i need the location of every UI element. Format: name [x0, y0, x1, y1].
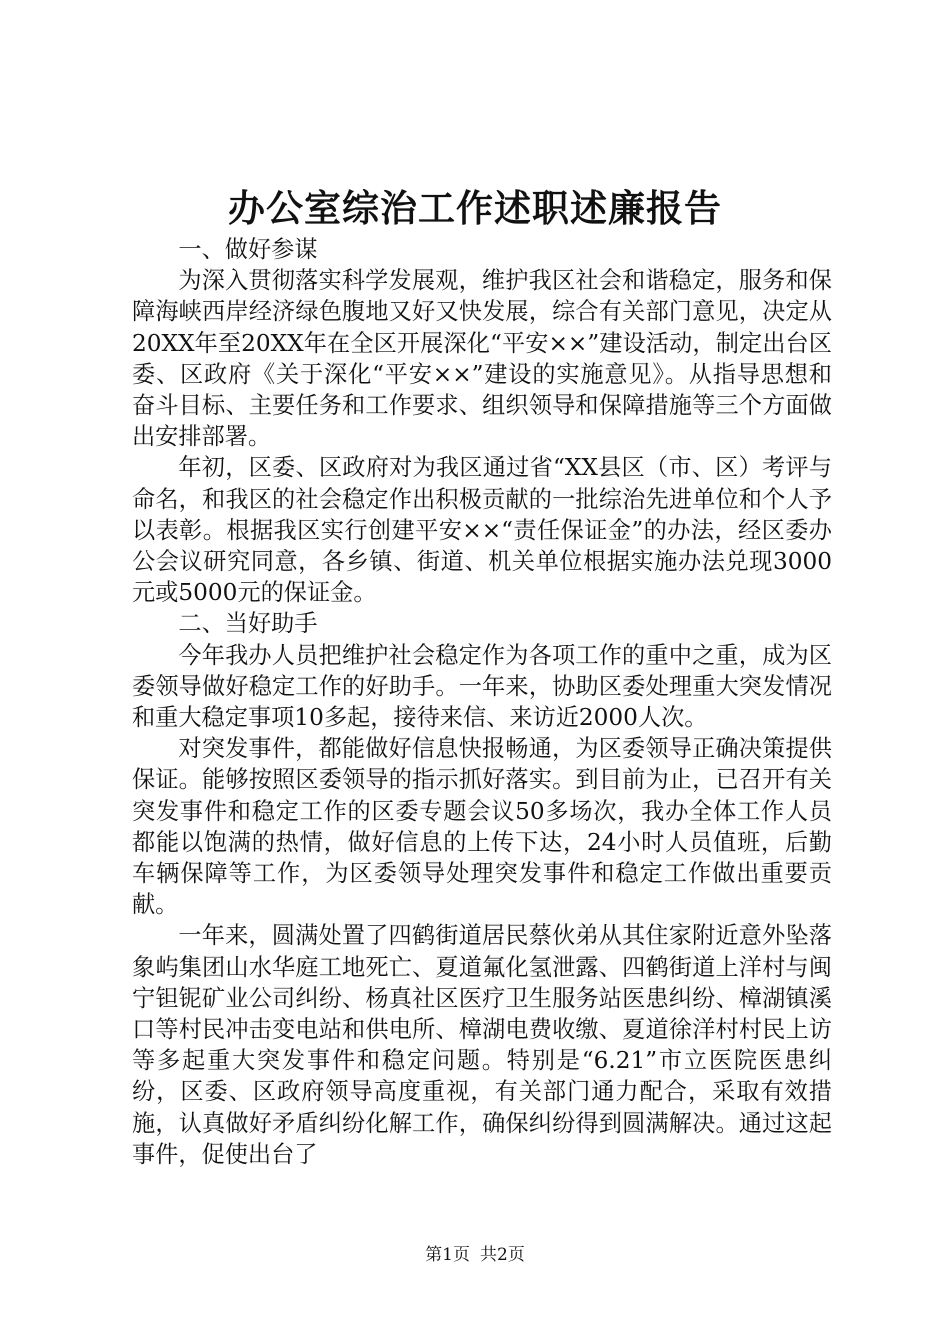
paragraph: 年初，区委、区政府对为我区通过省“XX县区（市、区）考评与命名，和我区的社会稳定作出积极贡献的一批综治先进单位和个人予以表彰。根据我区实行创建平安××“责任保证金”的办法，经区委办公会议研究同意，各乡镇、街道、机关单位根据实施办法兑现3000元或5000元的保证金。	[132, 454, 832, 607]
section-heading: 二、当好助手	[178, 610, 318, 638]
document-title: 办公室综治工作述职述廉报告	[228, 187, 722, 230]
paragraph: 对突发事件，都能做好信息快报畅通，为区委领导正确决策提供保证。能够按照区委领导的指示抓好落实。到目前为止，已召开有关突发事件和稳定工作的区委专题会议50多场次，我办全体工作人员都能以饱满的热情，做好信息的上传下达，24小时人员值班，后勤车辆保障等工作，为区委领导处理突发事件和稳定工作做出重要贡献。	[132, 735, 832, 919]
page-number: 第1页	[425, 1245, 470, 1265]
paragraph: 一年来，圆满处置了四鹤街道居民蔡伙弟从其住家附近意外坠落象屿集团山水华庭工地死亡、夏道氟化氢泄露、四鹤街道上洋村与闽宁钽铌矿业公司纠纷、杨真社区医疗卫生服务站医患纠纷、樟湖镇溪口等村民冲击变电站和供电所、樟湖电费收缴、夏道徐洋村村民上访等多起重大突发事件和稳定问题。特别是“6.21”市立医院医患纠纷，区委、区政府领导高度重视，有关部门通力配合，采取有效措施，认真做好矛盾纠纷化解工作，确保纠纷得到圆满解决。通过这起事件，促使出台了	[132, 922, 832, 1168]
paragraph: 今年我办人员把维护社会稳定作为各项工作的重中之重，成为区委领导做好稳定工作的好助手。一年来，协助区委处理重大突发情况和重大稳定事项10多起，接待来信、来访近2000人次。	[132, 641, 832, 732]
paragraph: 为深入贯彻落实科学发展观，维护我区社会和谐稳定，服务和保障海峡西岸经济绿色腹地又好又快发展，综合有关部门意见，决定从20XX年至20XX年在全区开展深化“平安××”建设活动，制定出台区委、区政府《关于深化“平安××”建设的实施意见》。从指导思想和奋斗目标、主要任务和工作要求、组织领导和保障措施等三个方面做出安排部署。	[132, 267, 832, 451]
page-total: 共2页	[480, 1245, 525, 1265]
page-footer	[0, 1244, 950, 1266]
document-body	[132, 234, 832, 1170]
section-heading: 一、做好参谋	[178, 236, 318, 263]
